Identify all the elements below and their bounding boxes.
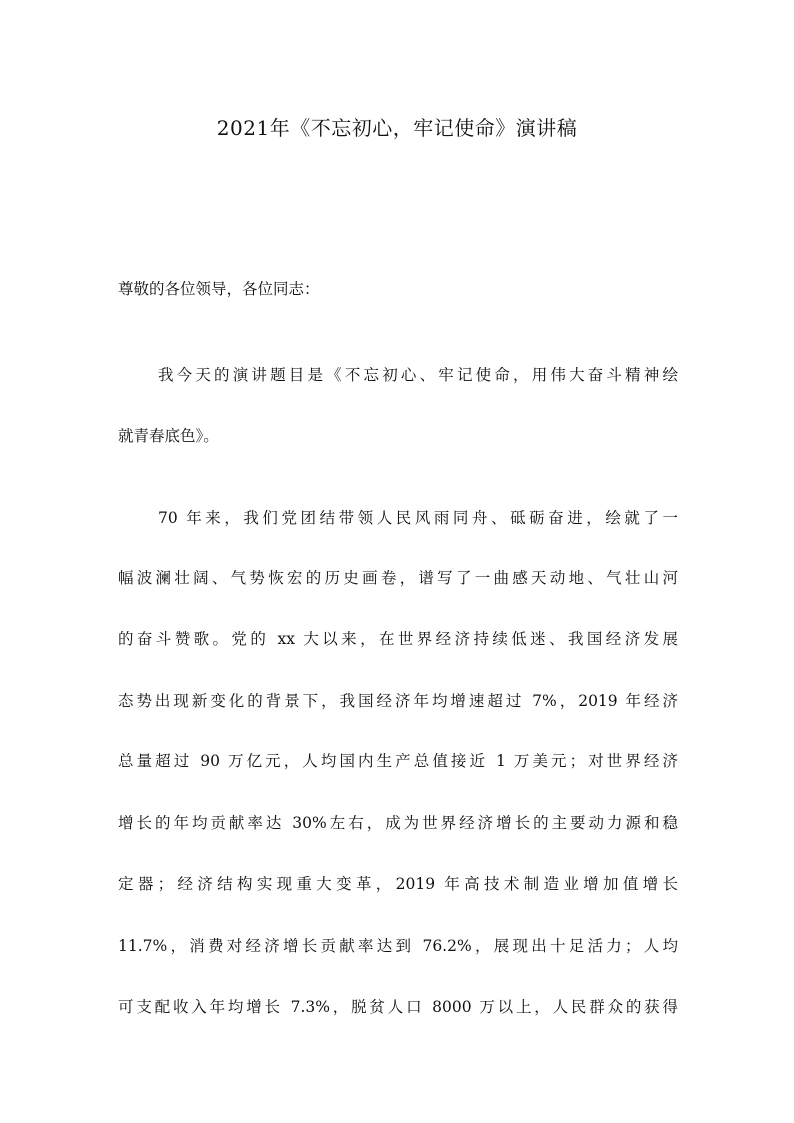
- paragraph-line: 我今天的演讲题目是《不忘初心、牢记使命，用伟大奋斗精神绘: [158, 366, 678, 384]
- paragraph-line: 可支配收入年均增长 7.3%，脱贫人口 8000 万以上，人民群众的获得: [118, 998, 678, 1016]
- paragraph-line: 11.7%，消费对经济增长贡献率达到 76.2%，展现出十足活力；人均: [118, 937, 678, 955]
- salutation: 尊敬的各位领导，各位同志：: [118, 280, 320, 298]
- paragraph-line: 总量超过 90 万亿元，人均国内生产总值接近 1 万美元；对世界经济: [118, 752, 678, 770]
- paragraph-line: 定器；经济结构实现重大变革，2019 年高技术制造业增加值增长: [118, 875, 678, 893]
- paragraph-line: 就青春底色》。: [118, 427, 219, 445]
- document-title: 2021年《不忘初心，牢记使命》演讲稿: [216, 116, 578, 140]
- paragraph-line: 增长的年均贡献率达 30%左右，成为世界经济增长的主要动力源和稳: [118, 814, 678, 832]
- paragraph-line: 幅波澜壮阔、气势恢宏的历史画卷，谱写了一曲感天动地、气壮山河: [118, 569, 678, 587]
- paragraph-line: 70 年来，我们党团结带领人民风雨同舟、砥砺奋进，绘就了一: [158, 509, 678, 527]
- paragraph-line: 的奋斗赞歌。党的 xx 大以来，在世界经济持续低迷、我国经济发展: [118, 630, 678, 648]
- paragraph-line: 态势出现新变化的背景下，我国经济年均增速超过 7%，2019 年经济: [118, 692, 678, 710]
